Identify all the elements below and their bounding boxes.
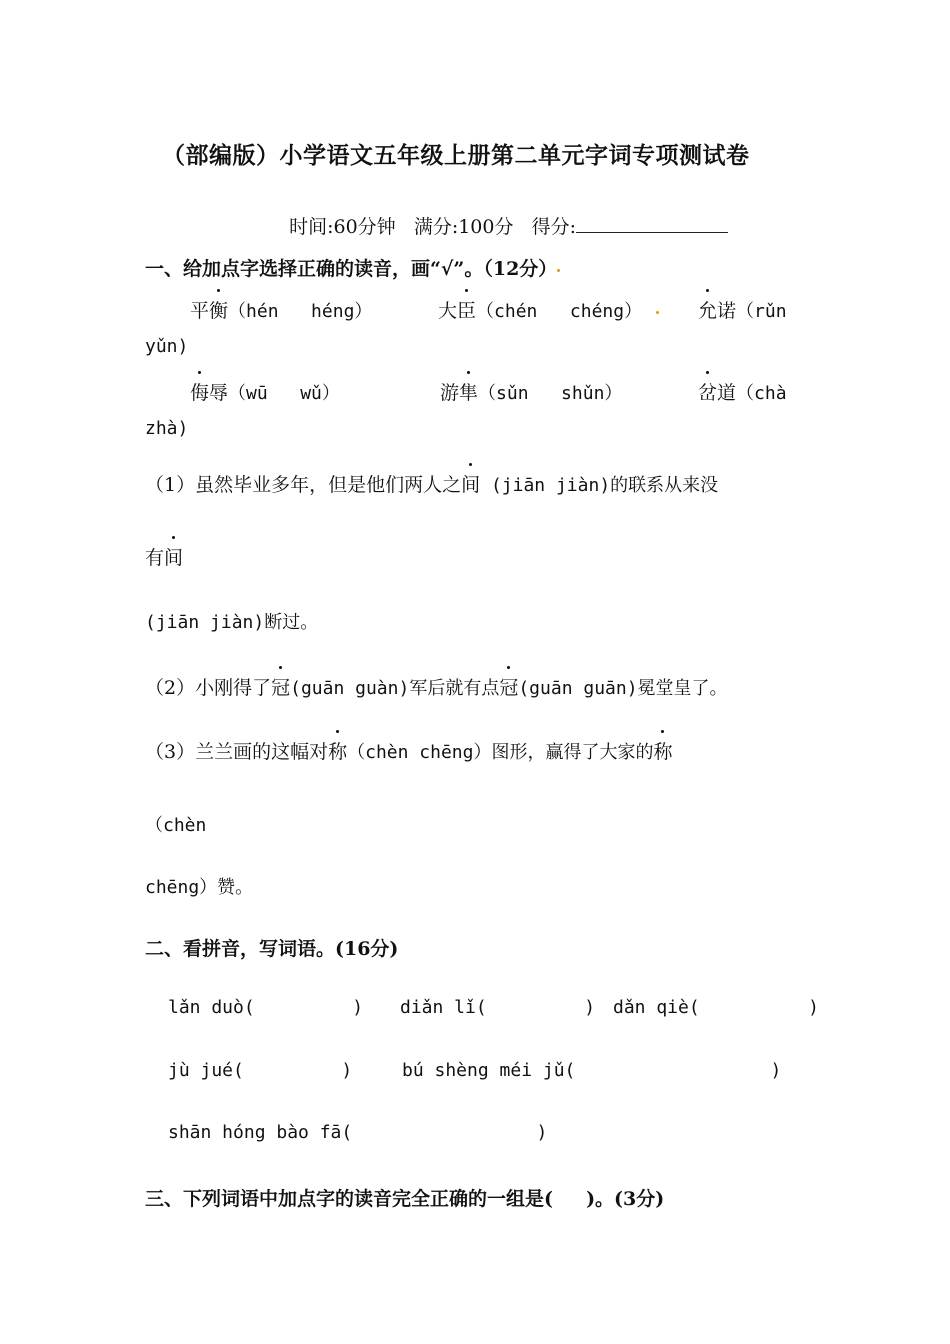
section3-heading: 三、下列词语中加点字的读音完全正确的一组是( )。(3分) (145, 1188, 665, 1210)
s1-question-2: （2）小刚得了冠(guān guàn)军后就有点冠(guān guān)冕堂皇了。 (145, 673, 728, 700)
s1-question-3-line2: （chèn (145, 815, 207, 836)
pinyin-item[interactable]: lǎn duò( ) (168, 997, 364, 1018)
score-label: 得分: (531, 216, 577, 238)
s1-row1-wrap: yǔn) (145, 336, 189, 357)
s1-row1-item-b: 大臣（chén chéng） (438, 296, 659, 323)
section1-heading: 一、给加点字选择正确的读音，画“√”。（12分） (145, 254, 560, 281)
s1-question-3: （3）兰兰画的这幅对称（chèn chēng）图形，赢得了大家的称 (145, 737, 673, 764)
pinyin-item[interactable]: bú shèng méi jǔ( ) (402, 1060, 782, 1081)
s1-question-1-line3: (jiān jiàn)断过。 (145, 612, 319, 633)
s1-row1-item-a: 平衡（hén héng） (190, 296, 372, 323)
page-title: （部编版）小学语文五年级上册第二单元字词专项测试卷 (162, 142, 750, 169)
s1-row2-item-b: 游隼（sǔn shǔn） (440, 378, 622, 405)
s1-question-1-line2: 有间 (145, 543, 183, 570)
s1-question-1: （1）虽然毕业多年，但是他们两人之间 (jiān jiàn)的联系从来没 (145, 470, 718, 497)
s1-row2-item-a: 侮辱（wū wǔ） (190, 378, 340, 405)
pinyin-item[interactable]: diǎn lǐ( ) (400, 997, 596, 1018)
s1-row2-item-c: 岔道（chà (698, 378, 787, 405)
time-label: 时间:60分钟 (289, 216, 396, 238)
s1-row2-wrap: zhà) (145, 418, 189, 439)
full-score-label: 满分:100分 (413, 216, 514, 238)
s1-row1-item-c: 允诺（rǔn (698, 296, 787, 323)
pinyin-item[interactable]: shān hóng bào fā( ) (168, 1122, 548, 1143)
section2-heading: 二、看拼音，写词语。(16分) (145, 938, 399, 960)
highlight-dot (557, 269, 560, 272)
pinyin-item[interactable]: dǎn qiè( ) (613, 997, 819, 1018)
pinyin-item[interactable]: jù jué( ) (168, 1060, 353, 1081)
score-blank[interactable] (576, 214, 728, 233)
exam-meta (277, 190, 728, 239)
s1-question-3-line3: chēng）赞。 (145, 877, 254, 898)
